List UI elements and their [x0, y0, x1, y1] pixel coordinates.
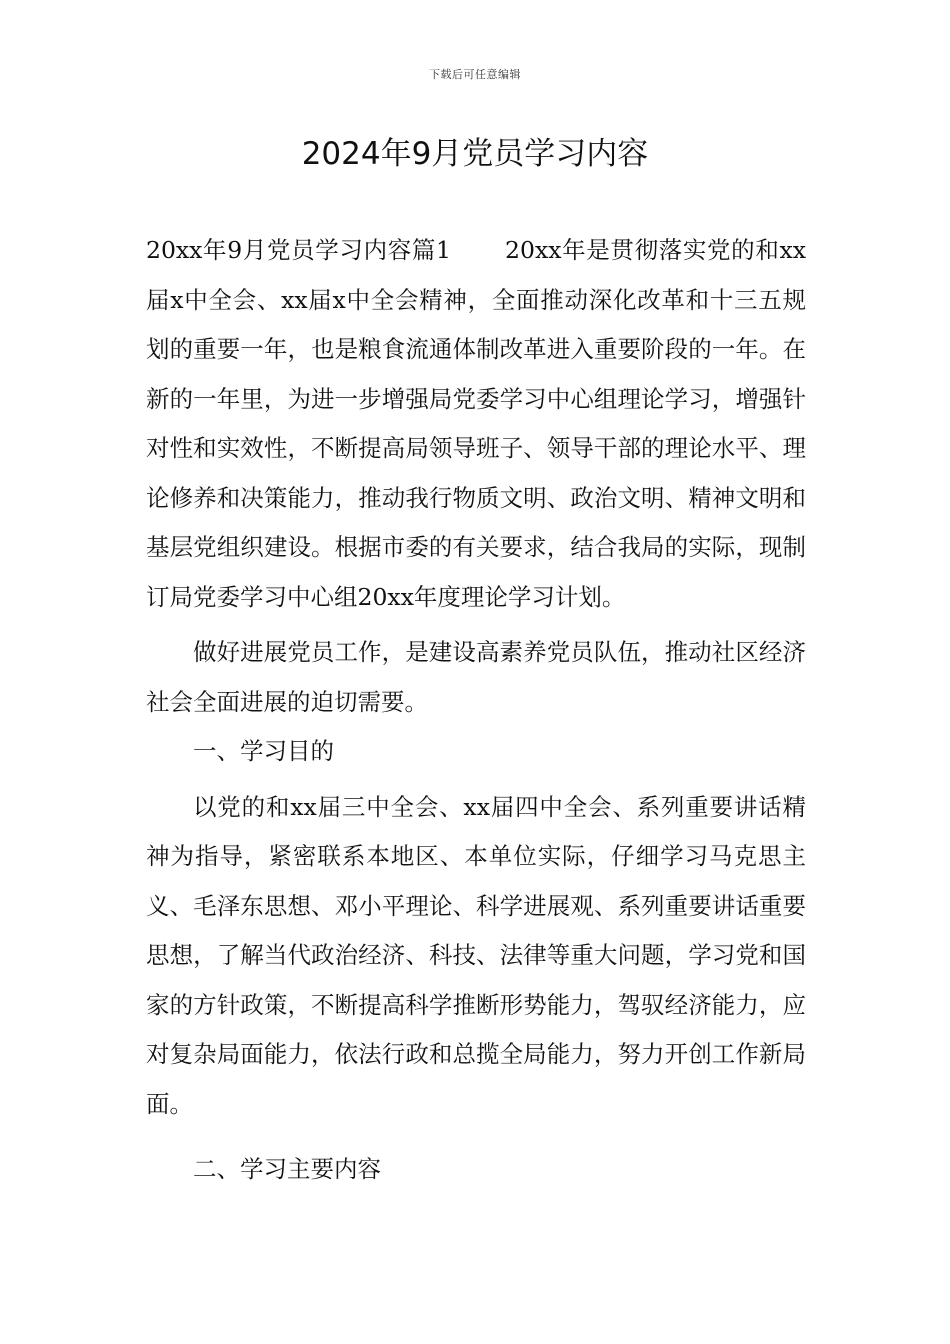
paragraph-development: 做好进展党员工作，是建设高素养党员队伍，推动社区经济社会全面进展的迫切需要。 [146, 638, 806, 716]
paragraph-intro [146, 226, 806, 622]
paragraph-intro-lead: 20xx年9月党员学习内容篇1 [146, 236, 451, 264]
document-title: 2024年9月党员学习内容 [301, 136, 649, 172]
section-heading-purpose: 一、学习目的 [193, 737, 334, 765]
document-body [146, 226, 806, 1195]
paragraph-intro-text: 20xx年是贯彻落实党的和xx届x中全会、xx届x中全会精神，全面推动深化改革和十三五规划的重要一年，也是粮食流通体制改革进入重要阶段的一年。在新的一年里，为进一步增强局党委学习中心组理论学习，增强针对性和实效性，不断提高局领导班子、领导干部的理论水平、理论修养和决策能力，推动我行物质文明、政治文明、精神文明和基层党组织建设。根据市委的有关要求，结合我局的实际，现制订局党委学习中心组20xx年度理论学习计划。 [146, 236, 806, 611]
section-heading-content: 二、学习主要内容 [193, 1155, 381, 1183]
header-note: 下载后可任意编辑 [429, 68, 521, 81]
paragraph-purpose: 以党的和xx届三中全会、xx届四中全会、系列重要讲话精神为指导，紧密联系本地区、本单位实际，仔细学习马克思主义、毛泽东思想、邓小平理论、科学进展观、系列重要讲话重要思想，了解当代政治经济、科技、法律等重大问题，学习党和国家的方针政策，不断提高科学推断形势能力，驾驭经济能力，应对复杂局面能力，依法行政和总揽全局能力，努力开创工作新局面。 [146, 792, 806, 1118]
